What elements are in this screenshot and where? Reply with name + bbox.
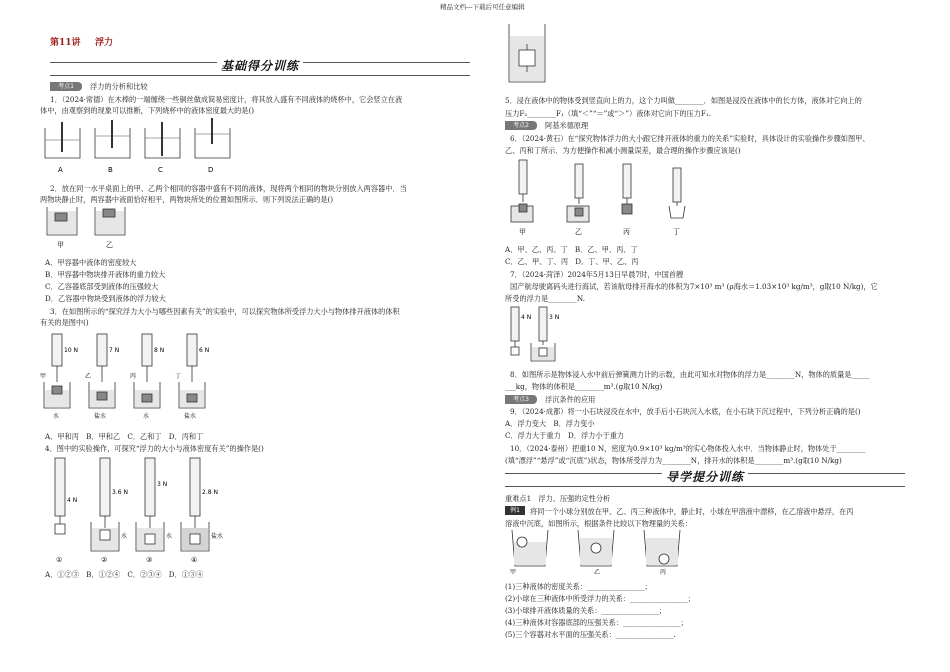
focus-line2: 溶液中沉底，如图所示，根据条件比较以下物理量的关系：	[505, 519, 692, 528]
q6-options-2: C．乙、甲、丁、丙 D．丁、甲、乙、丙	[505, 257, 639, 266]
q8-line2: ___kg，物体的体积是________m³.(g取10 N/kg)	[505, 382, 663, 391]
q4-force-1: 4 N	[67, 497, 78, 504]
q4-label-3: ③	[146, 556, 153, 564]
q9-option-1: A．浮力变大 B．浮力变小	[505, 419, 595, 428]
q7-line1: 7．（2024·菏泽）2024年5月13日早晨7时，中国首艘	[510, 270, 684, 279]
q1-label-a: A	[58, 166, 63, 174]
q1-line2: 体中，由观察到的现象可以推断，下列烧杯中的液体密度最大的是()	[40, 106, 255, 115]
q3-line1: 3．在如图所示的“探究浮力大小与哪些因素有关”的实验中，可以探究物体所受浮力大小与物体排开液体的体积	[50, 307, 400, 316]
topic-tag-2: 考点2	[505, 121, 537, 130]
focus-item-2: (2)小球在三种液体中所受浮力的关系：________________；	[505, 594, 695, 603]
q2-fig-label-jia: 甲	[57, 241, 64, 249]
q3-label-bing: 丙	[130, 373, 137, 380]
beaker-c	[145, 122, 180, 158]
q4-force-2: 3.6 N	[112, 489, 128, 496]
q3-force-jia: 10 N	[64, 347, 79, 354]
q3-force-ding: 6 N	[199, 347, 210, 354]
basic-training-banner: 基础得分训练	[50, 62, 470, 76]
beaker-b	[95, 120, 130, 158]
focus-title: 重难点1 浮力、压强的定性分析	[505, 494, 611, 503]
q3-label-yi: 乙	[85, 373, 92, 380]
topic-tag-1: 考点1	[50, 82, 82, 91]
q4-force-4: 2.8 N	[202, 489, 218, 496]
q3-liquid-yi: 盐水	[94, 413, 107, 420]
focus-fig-bing: 丙	[660, 569, 667, 576]
q1-line1: 1．（2024·常德）在木棒的一端缠绕一些铜丝做成简易密度计，将其放入盛有不同液体的烧杯中，它会竖立在液	[50, 95, 403, 104]
q6-figure	[505, 158, 705, 238]
q1-label-d: D	[208, 166, 214, 174]
topic-tag-3: 考点3	[505, 395, 537, 404]
q4-liquid-4: 盐水	[211, 533, 224, 540]
q6-label-jia: 甲	[519, 228, 526, 236]
q7-line2: 国产航母驶离码头进行海试，若该航母排开海水的体积为7×10³ m³ (ρ海水＝1.03×10³ kg/m³，g取10 N/kg)，它	[510, 282, 878, 291]
focus-item-1: (1)三种液体的密度关系：________________；	[505, 582, 652, 591]
q2-option-a: A．甲容器中液体的密度较大	[45, 258, 137, 267]
q1-label-b: B	[108, 166, 113, 174]
q2-option-c: C．乙容器底部受到液体的压强较大	[45, 282, 159, 291]
lesson-number: 第11讲	[50, 38, 81, 48]
q2-figure	[45, 205, 135, 250]
topic-3-title: 浮沉条件的应用	[545, 395, 596, 404]
lesson-title: 浮力	[95, 38, 114, 48]
q2-line2: 两物块静止时，两容器中液面恰好相平，两物块所处的位置如图所示．则下列说法正确的是()	[40, 195, 334, 204]
q4-label-1: ①	[56, 556, 63, 564]
beaker-a	[45, 122, 80, 158]
q9-option-2: C．浮力大于重力 D．浮力小于重力	[505, 431, 625, 440]
advanced-training-banner: 导学提分训练	[505, 473, 905, 487]
focus-item-4: (4)三种液体对容器底部的压强关系：________________；	[505, 618, 688, 627]
q4-line1: 4．图中的实验操作，可探究“浮力的大小与液体密度有关”的操作是()	[45, 444, 264, 453]
q9-line1: 9．（2024·成都）将一小石块浸没在水中，放手后小石块沉入水底，在小石块下沉过程中，下列分析正确的是()	[510, 407, 861, 416]
topic-2-title: 阿基米德原理	[545, 121, 589, 130]
q3-line2: 有关的是图中()	[40, 318, 89, 327]
q3-liquid-bing: 水	[143, 413, 150, 420]
q3-label-ding: 丁	[175, 373, 182, 380]
q3-figure	[40, 330, 240, 420]
example-tag: 例1	[505, 506, 525, 515]
q5-figure	[505, 18, 550, 86]
q1-label-c: C	[158, 166, 163, 174]
q4-label-4: ④	[191, 556, 198, 564]
q4-force-3: 3 N	[157, 481, 168, 488]
q8-line1: 8．如图所示是物体浸入水中前后弹簧测力计的示数，由此可知水对物体的浮力是________N，物体的质量是_____	[510, 370, 870, 379]
q4-label-2: ②	[101, 556, 108, 564]
q2-option-b: B．甲容器中物块排开液体的重力较大	[45, 270, 166, 279]
q5-line2: 压力F₂________F₁（填“＜”“＝”或“＞”）液体对它向下的压力F₁.	[505, 109, 712, 118]
focus-line1: 将同一个小球分别放在甲、乙、丙三种液体中，静止时，小球在甲溶液中漂移，在乙溶液中悬浮，在丙	[530, 507, 854, 516]
focus-item-5: (5)三个容器对水平面的压强关系：________________.	[505, 630, 676, 639]
q3-force-bing: 8 N	[154, 347, 165, 354]
q7-line3: 所受的浮力是________N.	[505, 294, 585, 303]
q3-options: A．甲和丙 B．甲和乙 C．乙和丁 D．丙和丁	[45, 432, 204, 441]
q6-options-1: A．甲、乙、丙、丁 B．乙、甲、丙、丁	[505, 245, 638, 254]
q2-option-d: D．乙容器中物块受到液体的浮力较大	[45, 294, 166, 303]
focus-figure	[508, 528, 708, 578]
q6-label-bing: 丙	[623, 228, 630, 236]
q4-liquid-3: 水	[166, 533, 173, 540]
q5-line1: 5．浸在液体中的物体受到竖直向上的力，这个力叫做________．如图是浸没在液体中的长方体，液体对它向上的	[505, 96, 862, 105]
q2-fig-label-yi: 乙	[106, 241, 113, 249]
q2-line1: 2．放在同一水平桌面上的甲、乙两个相同的容器中盛有不同的液体，现将两个相同的物块分别放入两容器中．当	[50, 184, 407, 193]
q10-line1: 10．（2024·泰州）把重10 N，密度为0.9×10³ kg/m³的实心物体投入水中．当物体静止时，物体处于________	[510, 444, 866, 453]
focus-fig-jia: 甲	[510, 569, 517, 576]
q10-line2: (填“漂浮”“悬浮”或“沉底”)状态，物体所受浮力为________N，排开水的体积是________m³.(g取10 N/kg)	[505, 456, 842, 465]
q3-force-yi: 7 N	[109, 347, 120, 354]
q1-figure	[40, 118, 240, 178]
q8-fig-force-1: 4 N	[521, 314, 532, 321]
q4-liquid-2: 水	[121, 533, 128, 540]
q4-options: A．①②③ B．①②④ C．②③④ D．①③④	[45, 570, 204, 579]
q8-figure	[505, 305, 575, 363]
focus-item-3: (3)小球排开液体质量的关系：________________；	[505, 606, 667, 615]
q4-figure	[45, 456, 245, 566]
topic-1-title: 浮力的分析和比较	[90, 82, 148, 91]
q8-fig-force-2: 3 N	[549, 314, 560, 321]
q6-label-ding: 丁	[673, 228, 680, 236]
focus-fig-yi: 乙	[594, 569, 601, 576]
q3-label-jia: 甲	[40, 373, 47, 380]
q6-line1: 6．（2024·黄石）在“探究物体浮力的大小跟它排开液体的重力的关系”实验时，具体设计的实验操作步骤如图甲、	[510, 134, 870, 143]
q3-liquid-jia: 水	[53, 413, 60, 420]
q6-label-yi: 乙	[575, 228, 582, 236]
beaker-d	[195, 118, 230, 158]
header-note: 精品文档---下载后可任意编辑	[440, 3, 525, 11]
q3-liquid-ding: 盐水	[184, 413, 197, 420]
q6-line2: 乙、丙和丁所示．为方便操作和减小测量误差，最合理的操作步骤应该是()	[505, 146, 741, 155]
